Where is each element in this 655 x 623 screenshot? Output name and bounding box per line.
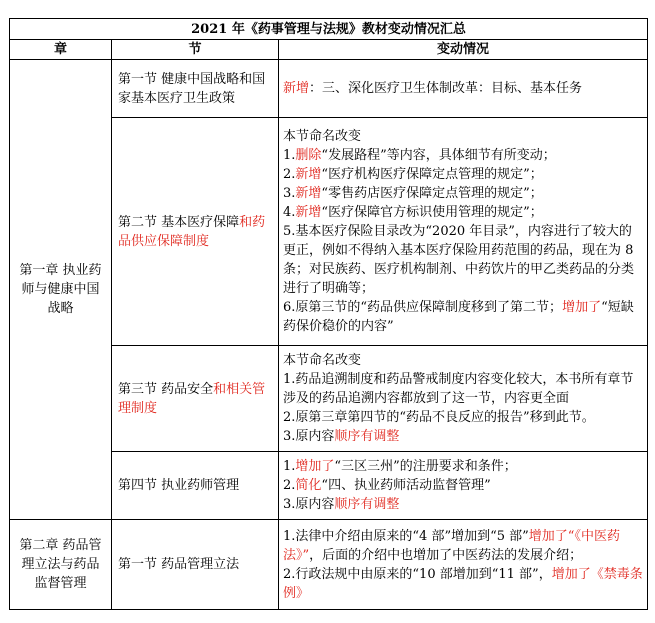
ch1-s2-name-red: 和药品供应保障制度 — [118, 214, 266, 249]
ch1-section-1-change — [279, 60, 648, 118]
ch1-s2-l2-text: “医疗机构医疗保障定点管理的规定”； — [321, 167, 543, 182]
ch1-s2-l4 — [283, 203, 644, 222]
ch1-s3-l2: 2.原第三章第四节的“药品不良反应的报告”移到此节。 — [283, 410, 595, 425]
ch1-s4-l2-text: “四、执业药师活动监督管理” — [321, 478, 491, 493]
ch1-s1-l1-red: 新增 — [283, 81, 310, 96]
ch1-s2-l6-text-b: “短缺药保价稳价的内容” — [283, 300, 634, 334]
header-section: 节 — [112, 40, 279, 60]
ch1-s4-l2-num: 2. — [283, 478, 296, 493]
ch1-s4-l1 — [283, 457, 644, 476]
ch1-s4-l1-red: 增加了 — [295, 459, 335, 474]
ch1-section-2-name — [112, 118, 279, 346]
ch1-s4-l2-red: 简化 — [295, 478, 322, 493]
ch2-s1-l2-red: 增加了《禁毒条例》 — [283, 566, 643, 601]
ch1-section-3-name — [112, 346, 279, 452]
ch1-s4-l3-red: 顺序有调整 — [334, 497, 400, 512]
ch1-s2-l2 — [283, 165, 644, 184]
ch1-s2-l6-text-a: 6.原第三节的“药品供应保障制度移到了第二节； — [283, 300, 563, 315]
table-title: 2021 年《药事管理与法规》教材变动情况汇总 — [10, 19, 648, 40]
ch2-section-1-name: 第一节 药品管理立法 — [112, 520, 279, 610]
ch1-s1-l1-text: ：三、深化医疗卫生体制改革：目标、基本任务 — [309, 81, 583, 96]
ch1-s3-l0: 本节命名改变 — [283, 353, 362, 368]
ch1-s2-l4-text: “医疗保障官方标识使用管理的规定”； — [321, 205, 543, 220]
ch2-s1-l2 — [283, 565, 644, 603]
ch2-s1-l1-text-b: ，后面的介绍中也增加了中医药法的发展介绍； — [309, 547, 583, 563]
ch2-s1-l1 — [283, 527, 644, 565]
ch1-s2-l5: 5.基本医疗保险目录改为“2020 年目录”，内容进行了较大的更正，例如不得纳入基本医疗保险用药范围的药品，现在为 8 条；对民族药、医疗机构制剂、中药饮片的甲乙类药品的分类进行了明确等； — [283, 224, 635, 296]
ch1-s2-name-a: 第二节 基本医疗保障 — [118, 214, 240, 230]
ch1-s2-l1-text: “发展路程”等内容，具体细节有所变动； — [321, 148, 556, 163]
ch1-s2-l3-red: 新增 — [295, 186, 322, 201]
chapter-1-cell — [10, 60, 112, 520]
chapter-1-label: 第一章 执业药师与健康中国战略 — [19, 263, 102, 316]
ch2-s1-l2-text: 2.行政法规中由原来的“10 部增加到“11 部”， — [283, 566, 552, 582]
ch1-s4-l3-text: 3.原内容 — [283, 497, 335, 512]
ch1-s3-name-red: 和相关管理制度 — [118, 381, 266, 416]
changes-table — [9, 18, 648, 610]
ch1-section-4-change — [279, 452, 648, 520]
ch1-section-2-change — [279, 118, 648, 346]
ch1-s4-l1-text: “三区三州”的注册要求和条件； — [334, 459, 517, 474]
ch1-s3-l3-red: 顺序有调整 — [334, 429, 400, 444]
header-change: 变动情况 — [279, 40, 648, 60]
ch1-s3-name-a: 第三节 药品安全 — [118, 381, 214, 397]
ch1-s4-l2 — [283, 476, 644, 495]
chapter-2-cell — [10, 520, 112, 610]
ch1-s2-l6 — [283, 298, 644, 336]
ch2-s1-l1-text-a: 1.法律中介绍由原来的“4 部”增加到“5 部” — [283, 528, 529, 544]
ch1-s2-l1-num: 1. — [283, 148, 296, 163]
ch1-s4-l3 — [283, 495, 644, 514]
header-chapter: 章 — [10, 40, 112, 60]
ch1-s2-l1 — [283, 146, 644, 165]
ch1-s2-l6-red: 增加了 — [562, 300, 602, 315]
ch2-section-1-change — [279, 520, 648, 610]
ch1-s2-l3-text: “零售药店医疗保障定点管理的规定”； — [321, 186, 543, 201]
ch1-s3-l3 — [283, 427, 644, 446]
ch1-s2-l2-num: 2. — [283, 167, 296, 182]
ch1-section-3-change — [279, 346, 648, 452]
ch1-s2-l4-num: 4. — [283, 205, 296, 220]
ch2-s1-l1-red: 增加了“《中医药法》” — [283, 528, 620, 563]
ch1-section-1-name: 第一节 健康中国战略和国家基本医疗卫生政策 — [112, 60, 279, 118]
ch1-s3-l1: 1.药品追溯制度和药品警戒制度内容变化较大，本书所有章节涉及的药品追溯内容都放到了这一节，内容更全面 — [283, 372, 634, 406]
ch1-section-4-name: 第四节 执业药师管理 — [112, 452, 279, 520]
ch1-s2-l3 — [283, 184, 644, 203]
chapter-2-label: 第二章 药品管理立法与药品监督管理 — [19, 538, 102, 591]
ch1-s4-l1-num: 1. — [283, 459, 296, 474]
ch1-s2-l2-red: 新增 — [295, 167, 322, 182]
ch1-s2-l1-red: 删除 — [295, 148, 322, 163]
ch1-s3-l3-text: 3.原内容 — [283, 429, 335, 444]
ch1-s2-l4-red: 新增 — [295, 205, 322, 220]
ch1-s2-l0: 本节命名改变 — [283, 129, 362, 144]
ch1-s2-l3-num: 3. — [283, 186, 296, 201]
